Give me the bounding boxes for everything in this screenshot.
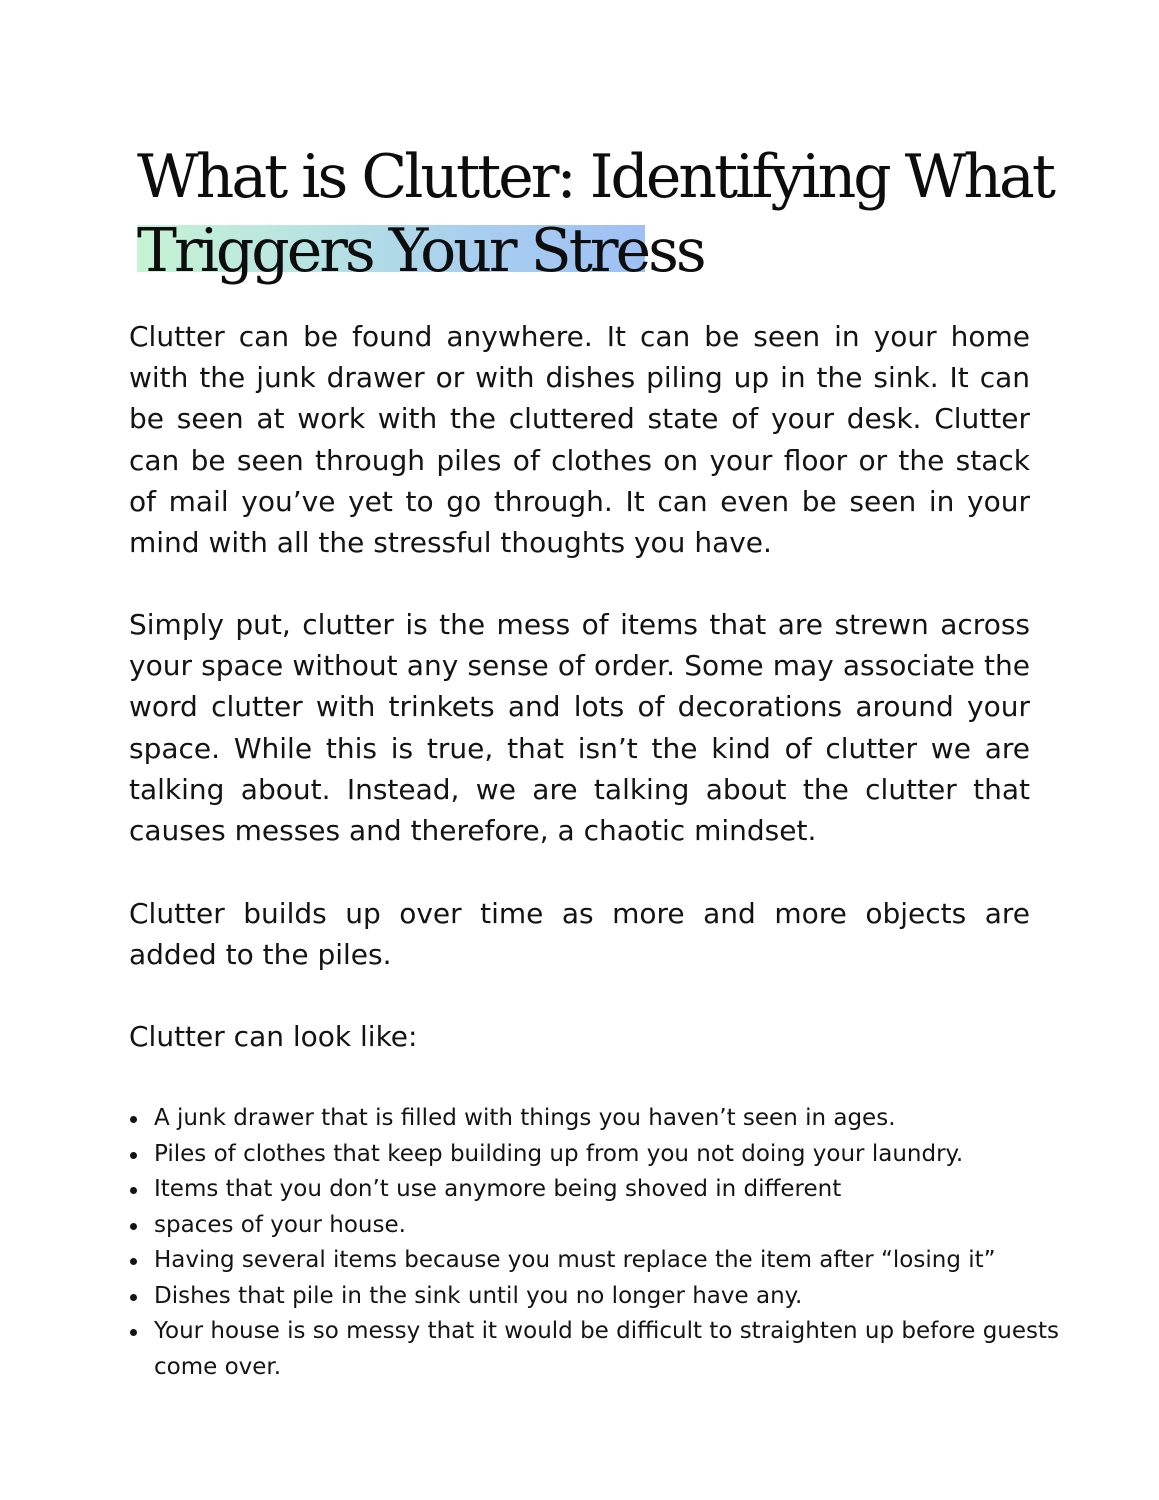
list-item-text: spaces of your house. xyxy=(154,1211,406,1238)
list-item-text: Your house is so messy that it would be difficult to straighten up before guests come over. xyxy=(154,1318,1060,1380)
bullet-icon xyxy=(130,1116,137,1123)
title-line-2: Triggers Your Stress xyxy=(137,216,704,286)
bullet-icon xyxy=(130,1187,137,1194)
list-item-text: A junk drawer that is filled with things you haven’t seen in ages. xyxy=(154,1105,896,1131)
bullet-icon xyxy=(130,1294,137,1301)
paragraph-list-intro: Clutter can look like: xyxy=(129,1020,418,1053)
list-item xyxy=(129,1172,1069,1208)
list-item-text: Piles of clothes that keep building up from you not doing your laundry. xyxy=(154,1140,964,1167)
bullet-icon xyxy=(130,1152,137,1159)
list-item-text: Dishes that pile in the sink until you no longer have any. xyxy=(154,1282,803,1309)
paragraph-definition: Simply put, clutter is the mess of items that are strewn across your space without any sense of order. Some may associate the word clutter with trinkets and lots of decorations around your space. While this is true, that isn’t the kind of clutter we are talking about. Instead, we are talking about the clutter that causes messes and therefore, a chaotic mindset. xyxy=(129,608,1030,848)
list-item xyxy=(129,1101,1069,1137)
title-line-1: What is Clutter: Identifying What xyxy=(137,142,1053,212)
page-title xyxy=(137,140,1053,288)
list-item xyxy=(129,1279,1069,1315)
title-line-2-wrapper xyxy=(137,214,1037,288)
list-item xyxy=(129,1137,1069,1173)
paragraph-buildup: Clutter builds up over time as more and more objects are added to the piles. xyxy=(129,897,1030,972)
list-item xyxy=(129,1208,1069,1244)
list-item-text: Having several items because you must replace the item after “losing it” xyxy=(154,1247,996,1273)
bullet-icon xyxy=(130,1258,137,1265)
bullet-icon xyxy=(130,1329,137,1336)
clutter-examples-list xyxy=(129,1101,1069,1385)
list-item xyxy=(129,1314,1069,1385)
paragraph-intro: Clutter can be found anywhere. It can be seen in your home with the junk drawer or with dishes piling up in the sink. It can be seen at work with the cluttered state of your desk. Clutter can be seen through piles of clothes on your floor or the stack of mail you’ve yet to go through. It can even be seen in your mind with all the stressful thoughts you have. xyxy=(129,320,1030,560)
list-item-text: Items that you don’t use anymore being shoved in different xyxy=(154,1176,842,1202)
list-item xyxy=(129,1243,1069,1279)
bullet-icon xyxy=(130,1223,137,1230)
